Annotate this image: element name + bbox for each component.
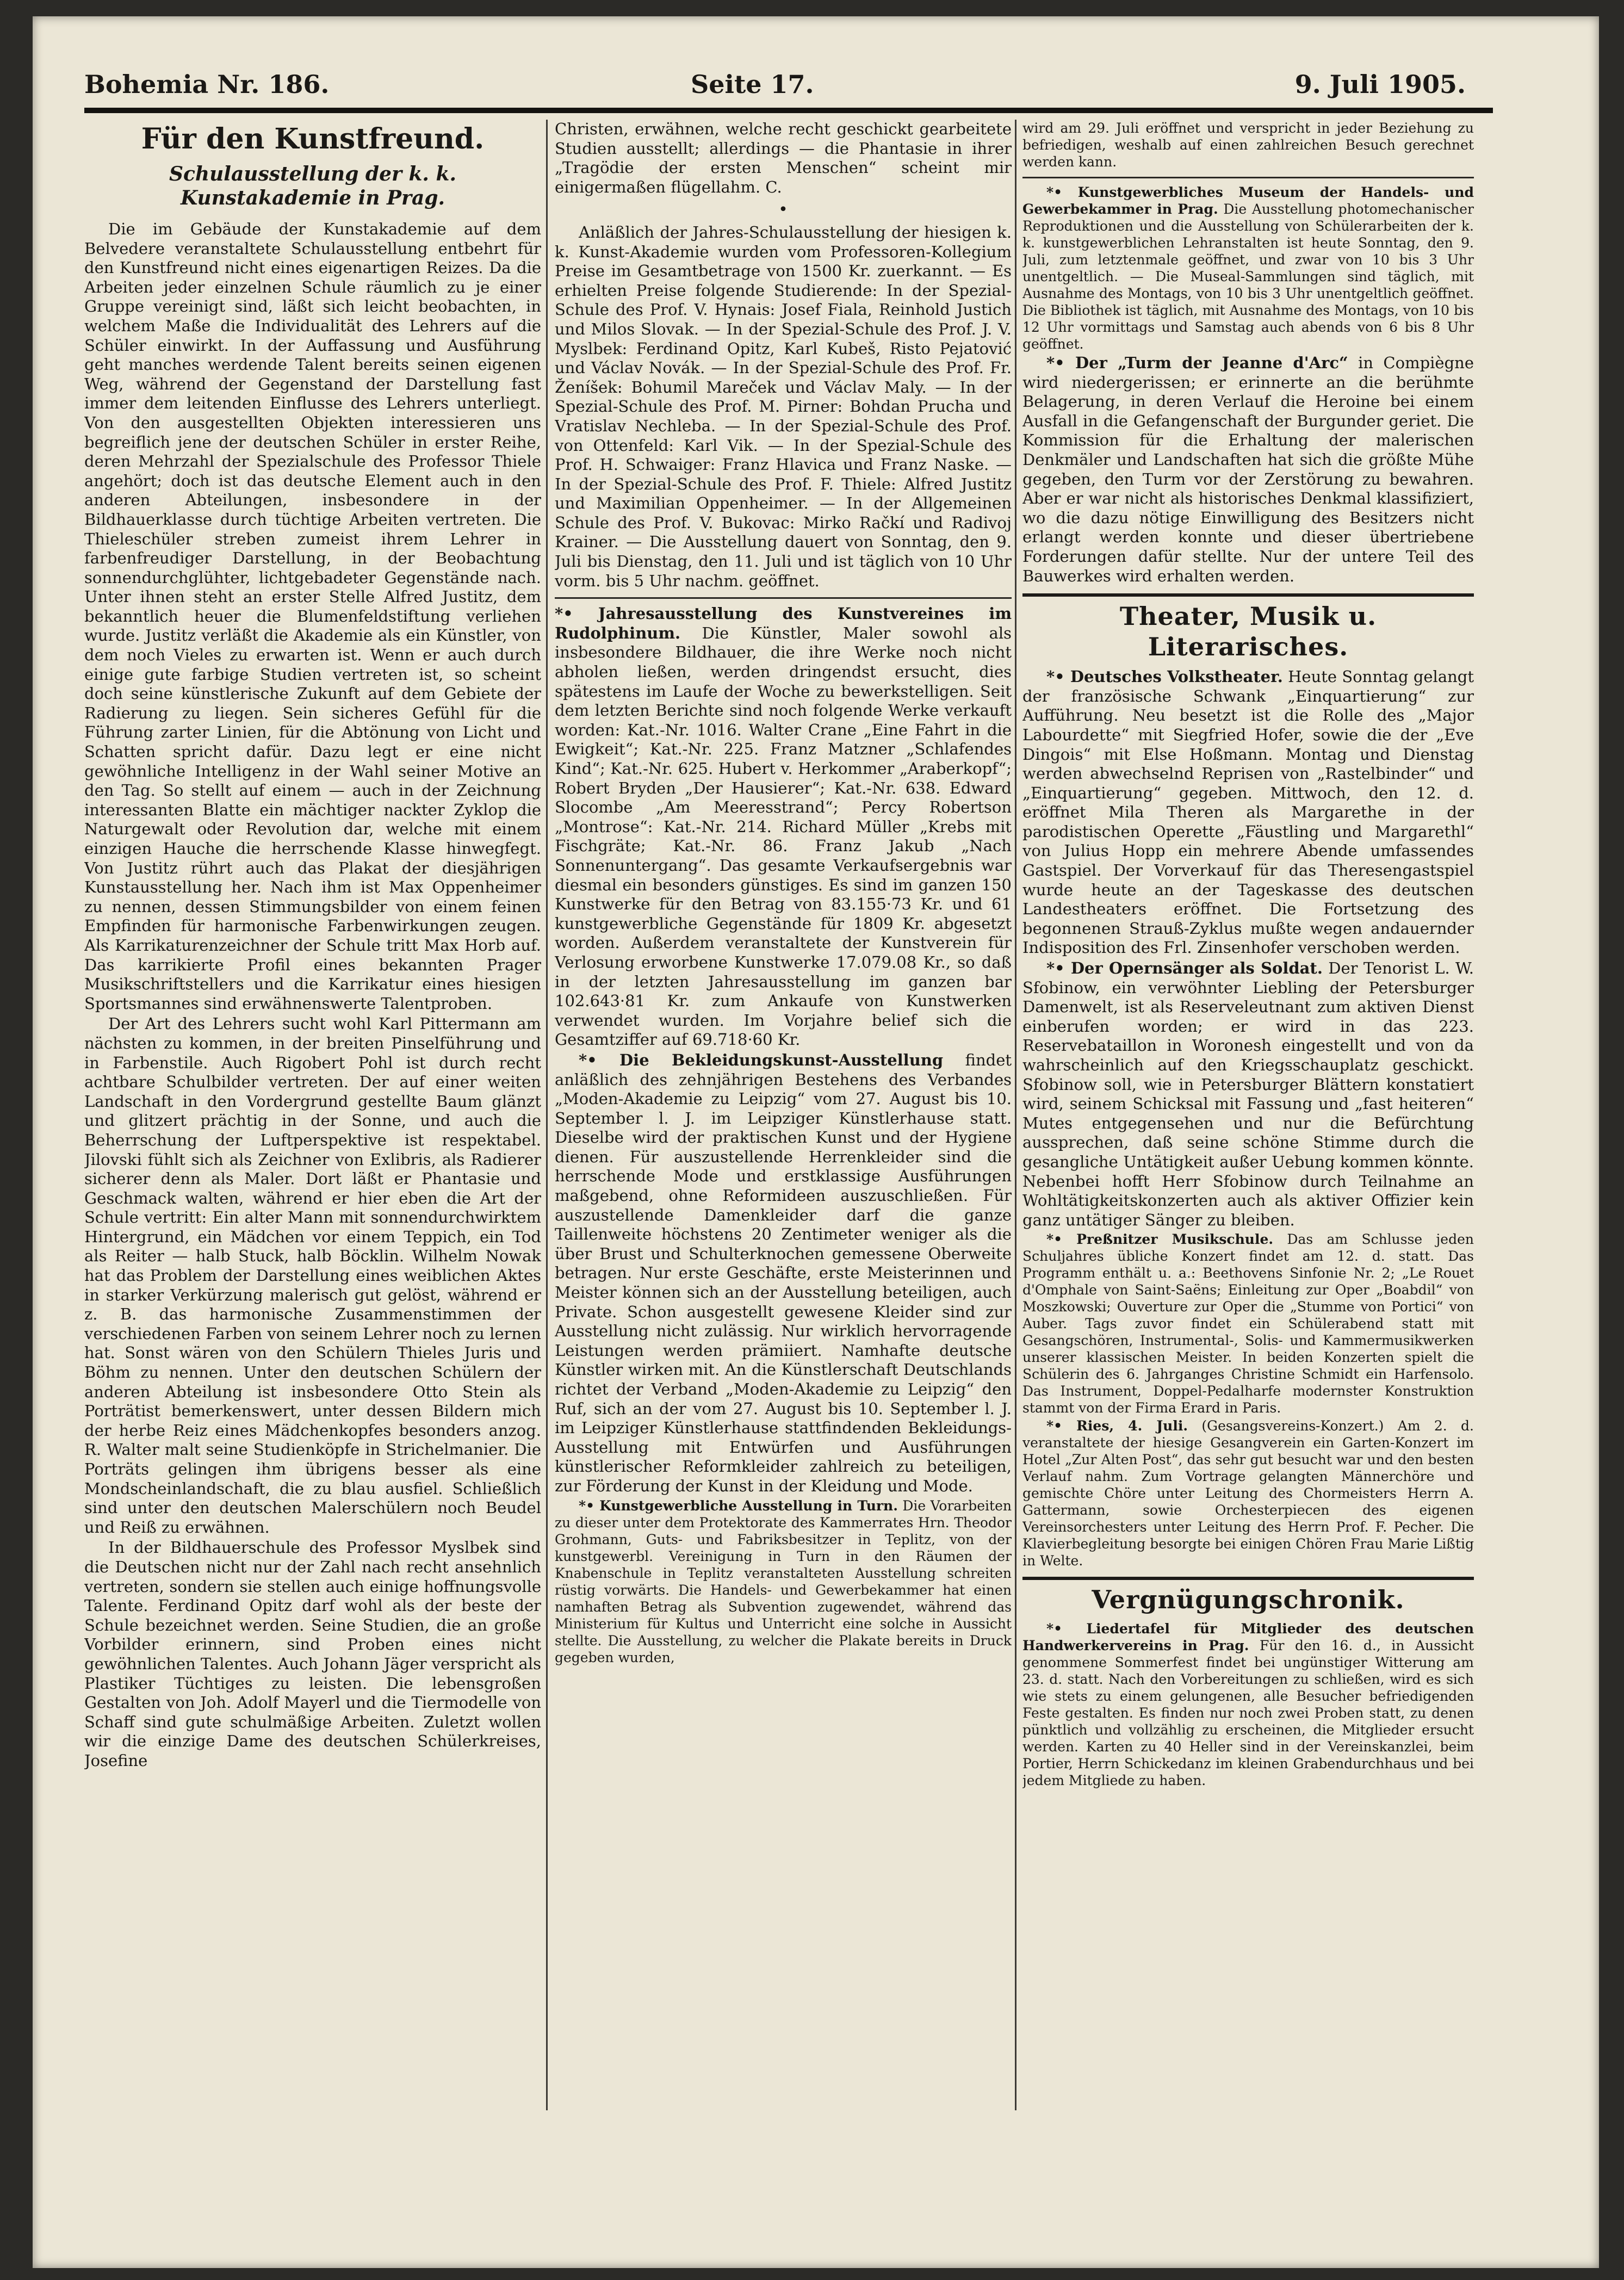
section-rule bbox=[1022, 1577, 1474, 1580]
article-heading: *• Der Opernsänger als Soldat. bbox=[1046, 959, 1323, 978]
article-separator bbox=[555, 597, 1012, 599]
article-paragraph: Die im Gebäude der Kunstakademie auf dem Belvedere veranstaltete Schulausstellung entbehrt für den Kunstfreund nicht eines eigenartigen Reizes. Da die Arbeiten jeder einzelnen Schule räumlich zu je einer Gruppe vereinigt sind, läßt sich leicht beobachten, in welchem Maße die Individualität des Lehrers auf die Schüler einwirkt. In der Auffassung und Ausführung geht manches werdende Talent bereits seinen eigenen Weg, während der Gegenstand der Darstellung fast immer dem leitenden Einflusse des Lehrers unterliegt. Von den ausgestellten Objekten interessieren uns begreiflich jene der deutschen Schüler in erster Reihe, deren Mehrzahl der Spezialschule des Professor Thiele angehört; doch ist das deutsche Element auch in den anderen Abteilungen, insbesondere in der Bildhauerklasse durch tüchtige Arbeiten vertreten. Die Thieleschüler streben zumeist ihrem Lehrer in farbenfreudiger Darstellung, in der Beobachtung sonnendurchglühter, lichtgebadeter Gegenstände nach. Unter ihnen steht an erster Stelle Alfred Justitz, dem bekanntlich heuer die Blumenfeldstiftung verliehen wurde. Justitz verläßt die Akademie als ein Künstler, von dem noch Vieles zu erwarten ist. Wenn er auch durch einige gute farbige Studien vertreten ist, so scheint doch seine künstlerische Zukunft auf dem Gebiete der Radierung zu liegen. Sein sicheres Gefühl für die Führung zarter Linien, für die Abtönung von Licht und Schatten spricht dafür. Dazu legt er eine nicht gewöhnliche Intelligenz in der Wahl seiner Motive an den Tag. So stellt auf einem — auch in der Zeichnung interessanten Blatte ein mächtiger nackter Zyklop die Naturgewalt oder Revolution dar, welche mit einem einzigen Hauche die herrschende Klasse hinwegfegt. Von Justitz rührt auch das Plakat der diesjährigen Kunstausstellung her. Nach ihm ist Max Oppenheimer zu nennen, dessen Stimmungsbilder von einem feinen Empfinden für harmonische Farbenwirkungen zeugen. Als Karrikaturenzeichner der Schule tritt Max Horb auf. Das karrikierte Profil eines bekannten Prager Musikschriftstellers und die Karrikatur eines hiesigen Sportsmannes sind erwähnenswerte Talentproben. bbox=[84, 220, 541, 1013]
article-paragraph: wird am 29. Juli eröffnet und verspricht in jeder Beziehung zu befriedigen, weshalb auf einen zahlreichen Besuch gerechnet werden kann. bbox=[1022, 120, 1474, 170]
article-text: Für den 16. d., in Aussicht genommene Sommerfest findet bei ungünstiger Witterung am 23. d. statt. Nach den Vorbereitungen zu schließen, wird es sich wie stets zu einem gelungenen, alle Besucher befriedigenden Feste gestalten. Es finden nur noch zwei Proben statt, zu denen pünktlich und vollzählig zu erscheinen, die Mitglieder ersucht werden. Karten zu 40 Heller sind in der Vereinskanzlei, beim Portier, Herrn Schickedanz im kleinen Grabendurchhaus und bei jedem Mitgliede zu haben. bbox=[1022, 1638, 1474, 1789]
article-text: Heute Sonntag gelangt der französische Schwank „Einquartierung“ zur Aufführung. Neu besetzt ist die Rolle des „Major Labourdette“ mit Siegfried Hofer, sowie die der „Eve Dingois“ mit Else Hoßmann. Montag und Dienstag werden abwechselnd Reprisen von „Rastelbinder“ und „Einquartierung“ gegeben. Mittwoch, den 12. d. eröffnet Mila Theren als Margarethe in der parodistischen Operette „Fäustling und Margarethl“ von Julius Hopp ein mehrere Abende umfassendes Gastspiel. Der Vorverkauf für das Theresengastspiel wurde heute an der Tageskasse des deutschen Landestheaters eröffnet. Die Fortsetzung des begonnenen Strauß-Zyklus mußte wegen andauernder Indisposition des Frl. Zinsenhofer verschoben werden. bbox=[1022, 667, 1474, 957]
article-heading: *• Die Bekleidungskunst-Ausstellung bbox=[579, 1050, 944, 1069]
column-3 bbox=[1022, 120, 1474, 2132]
article-text: (Gesangsvereins-Konzert.) Am 2. d. veranstaltete der hiesige Gesangverein ein Garten-Konzert im Hotel „Zur Alten Post“, das sehr gut besucht war und den besten Verlauf nahm. Zum Vortrage gelangten Männerchöre und gemischte Chöre unter Leitung des Chormeisters Herrn A. Gattermann, sowie Orchesterpiecen des eigenen Vereinsorchesters unter Leitung des Herrn Prof. F. Pecher. Die Klavierbegleitung besorgte bei einigen Chören Frau Marie Lißtig in Welte. bbox=[1022, 1418, 1474, 1569]
article-heading: *• Liedertafel für Mitglieder des deutschen Handwerkervereins in Prag. bbox=[1022, 1621, 1474, 1654]
issue-date: 9. Juli 1905. bbox=[1294, 70, 1466, 99]
article-text: Die Vorarbeiten zu dieser unter dem Protektorate des Kammerrates Hrn. Theodor Grohmann, Guts- und Fabriksbesitzer in Teplitz, von der kunstgewerbl. Vereinigung in Turn in den Räumen der Knabenschule in Teplitz veranstalteten Ausstellung schreiten rüstig vorwärts. Die Handels- und Gewerbekammer hat einen namhaften Betrag als Subvention zugewendet, während das Ministerium für Kultus und Unterricht eine solche in Aussicht stellte. Die Ausstellung, zu welcher die Plakate bereits in Druck gegeben wurden, bbox=[555, 1497, 1012, 1665]
column-1 bbox=[84, 120, 541, 2132]
article-text: Der Tenorist L. W. Sfobinow, ein verwöhnter Liebling der Petersburger Damenwelt, ist als Reserveleutnant zum aktiven Dienst einberufen worden; er wird in das 223. Reservebataillon in Woronesh eingestellt und von da wahrscheinlich auf den Kriegsschauplatz geschickt. Sfobinow soll, wie in Petersburger Blättern konstatiert wird, seinem Schicksal mit Fassung und „fast heiteren“ Mutes entgegensehen und nur die Befürchtung aussprechen, daß seine schöne Stimme durch die gesangliche Untätigkeit außer Uebung kommen könnte. Nebenbei hofft Herr Sfobinow durch Teilnahme an Wohltätigkeitskonzerten auch als aktiver Offizier kein ganz untätiger Sänger zu bleiben. bbox=[1022, 959, 1474, 1229]
header-rule bbox=[84, 108, 1493, 113]
page-header bbox=[84, 59, 1466, 108]
column-2 bbox=[555, 120, 1012, 2132]
section-rule bbox=[1022, 593, 1474, 597]
article-heading: *• Kunstgewerbliches Museum der Handels- und Gewerbekammer in Prag. bbox=[1022, 184, 1474, 217]
article-heading: *• Preßnitzer Musikschule. bbox=[1046, 1231, 1274, 1248]
separator-dot: • bbox=[778, 200, 788, 220]
article-paragraph: Anläßlich der Jahres-Schulausstellung der hiesigen k. k. Kunst-Akademie wurden vom Professoren-Kollegium Preise im Gesamtbetrage von 1500 Kr. zuerkannt. — Es erhielten Preise folgende Studierende: In der Spezial-Schule des Prof. V. Hynais: Josef Fiala, Reinhold Justich und Milos Slovak. — In der Spezial-Schule des Prof. J. V. Myslbek: Ferdinand Opitz, Karl Kubeš, Risto Pejatović und Václav Novák. — In der Spezial-Schule des Prof. Fr. Ženíšek: Bohumil Mareček und Václav Maly. — In der Spezial-Schule des Prof. M. Pirner: Bohdan Prucha und Vratislav Nechleba. — In der Spezial-Schule des Prof. von Ottenfeld: Karl Vik. — In der Spezial-Schule des Prof. H. Schwaiger: Franz Hlavica und Franz Naske. — In der Spezial-Schule des Prof. F. Thiele: Alfred Justitz und Maximilian Oppenheimer. — In der Allgemeinen Schule des Prof. V. Bukovac: Mirko Račkí und Radivoj Krainer. — Die Ausstellung dauert von Sonntag, den 9. Juli bis Dienstag, den 11. Juli und ist täglich von 10 Uhr vorm. bis 5 Uhr nachm. geöffnet. bbox=[555, 222, 1012, 590]
article-title: Schulausstellung der k. k. Kunstakademie in Prag. bbox=[169, 163, 456, 209]
article-text: Das am Schlusse jeden Schuljahres übliche Konzert findet am 12. d. statt. Das Programm enthält u. a.: Beethovens Sinfonie Nr. 2; „Le Rouet d'Omphale von Saint-Saëns; Einleitung zur Oper „Boabdil“ von Moszkowski; Ouverture zur Oper die „Stumme von Portici“ von Auber. Tags zuvor findet ein Schülerabend statt mit Gesangschören, Instrumental-, Solis- und Kammermusikwerken unserer klassischen Meister. In beiden Konzerten spielt die Schülerin des 6. Jahrganges Christine Schmidt ein Harfensolo. Das Instrument, Doppel-Pedalharfe modernster Konstruktion stammt von der Firma Erard in Paris. bbox=[1022, 1231, 1474, 1416]
article-paragraph: Der Art des Lehrers sucht wohl Karl Pittermann am nächsten zu kommen, in der breiten Pinselführung und in Farbenstile. Auch Rigobert Pohl ist durch recht achtbare Schulbilder vertreten. Der auf einer weiten Landschaft in den Vordergrund gestellte Baum glänzt und glitzert prächtig in der Sonne, und auch die Beherrschung der Luftperspektive ist respektabel. Jilovski fühlt sich als Zeichner von Exlibris, als Radierer sicherer denn als Maler. Dort läßt er Phantasie und Geschmack walten, während er hier eben die Art der Schule vertritt: Ein alter Mann mit sonnendurchwirktem Hintergrund, ein Mädchen vor einem Teppich, ein Tod als Reiter — halb Stuck, halb Böcklin. Wilhelm Nowak hat das Problem der Darstellung eines weiblichen Aktes in starker Verkürzung malerisch gut gelöst, während er z. B. das harmonische Zusammenstimmen der verschiedenen Farben von seinem Lehrer noch zu lernen hat. Sonst wären von den Schülern Thieles Juris und Böhm zu nennen. Unter den deutschen Schülern der anderen Abteilung ist insbesondere Otto Stein als Porträtist bemerkenswert, unter dessen Bildern mich der herbe Reiz eines Mädchenkopfes besonders anzog. R. Walter malt seine Studienköpfe in Strichelmanier. Die Porträts gelingen ihm übrigens besser als eine Mondscheinlandschaft, die zu blau ausfiel. Schließlich sind unter den deutschen Malerschülern noch Beudel und Reiß zu erwähnen. bbox=[84, 1014, 541, 1536]
article-separator bbox=[1022, 177, 1474, 178]
article-paragraph: Christen, erwähnen, welche recht geschickt gearbeitete Studien ausstellt; allerdings — die Phantasie in ihrer „Tragödie der ersten Menschen“ scheint mir einigermaßen flügellahm. C. bbox=[555, 120, 1012, 196]
article-heading: *• Der „Turm der Jeanne d'Arc“ bbox=[1046, 354, 1348, 372]
article-text: Die Ausstellung photomechanischer Reproduktionen und die Ausstellung von Schülerarbeiten der k. k. kunstgewerblichen Lehranstalten ist heute Sonntag, den 9. Juli, zum letztenmale geöffnet, und zwar von 10 bis 3 Uhr unentgeltlich. — Die Museal-Sammlungen sind täglich, mit Ausnahme des Montags, von 10 bis 3 Uhr unentgeltlich geöffnet. Die Bibliothek ist täglich, mit Ausnahme des Montags, von 10 bis 12 Uhr vormittags und Samstag auch abends von 6 bis 8 Uhr geöffnet. bbox=[1022, 201, 1474, 352]
article-paragraph: In der Bildhauerschule des Professor Myslbek sind die Deutschen nicht nur der Zahl nach recht ansehnlich vertreten, sondern sie stellen auch einige hoffnungsvolle Talente. Ferdinand Opitz darf wohl als der beste der Schule bezeichnet werden. Seine Studien, die an große Vorbilder erinnern, sind Proben eines nicht gewöhnlichen Talentes. Auch Johann Jäger verspricht als Plastiker Tüchtiges zu leisten. Die lebensgroßen Gestalten von Joh. Adolf Mayerl und die Tiermodelle von Schaff sind gute schulmäßige Arbeiten. Zuletzt wollen wir die einzige Dame des deutschen Schülerkreises, Josefine bbox=[84, 1538, 541, 1770]
column-divider bbox=[546, 120, 548, 2110]
newspaper-page bbox=[33, 16, 1599, 2268]
article-heading: *• Ries, 4. Juli. bbox=[1046, 1418, 1188, 1434]
article-heading: *• Kunstgewerbliche Ausstellung in Turn. bbox=[579, 1497, 898, 1514]
section-title: Vergnügungschronik. bbox=[1092, 1585, 1405, 1615]
issue-number: Bohemia Nr. 186. bbox=[84, 70, 330, 99]
article-text: Die Künstler, Maler sowohl als insbesondere Bildhauer, die ihre Werke noch nicht abholen ließen, werden dringendst ersucht, dies spätestens im Laufe der Woche zu bewerkstelligen. Seit dem letzten Berichte sind noch folgende Werke verkauft worden: Kat.-Nr. 1016. Walter Crane „Eine Fahrt in die Ewigkeit“; Kat.-Nr. 225. Franz Matzner „Schlafendes Kind“; Kat.-Nr. 625. Hubert v. Herkommer „Araberkopf“; Robert Bryden „Der Hausierer“; Kat.-Nr. 638. Edward Slocombe „Am Meeresstrand“; Percy Robertson „Montrose“: Kat.-Nr. 214. Richard Müller „Krebs mit Fischgräte; Kat.-Nr. 86. Franz Jakub „Nach Sonnenuntergang“. Das gesamte Verkaufsergebnis war diesmal ein besonders günstiges. Es sind im ganzen 150 Kunstwerke für den Betrag von 83.155·73 Kr. und 61 kunstgewerbliche Gegenstände für 1809 Kr. abgesetzt worden. Außerdem veranstaltete der Kunstverein für Verlosung erworbene Kunstwerke 17.079.08 Kr., so daß in der letzten Jahresausstellung im ganzen bar 102.643·81 Kr. zum Ankaufe von Kunstwerken verwendet wurden. Im Vorjahre belief sich die Gesamtziffer auf 69.718·60 Kr. bbox=[555, 623, 1012, 1049]
column-divider bbox=[1015, 120, 1016, 2110]
page-number: Seite 17. bbox=[691, 70, 814, 99]
article-text: findet anläßlich des zehnjährigen Bestehens des Verbandes „Moden-Akademie zu Leipzig“ vom 27. August bis 10. September l. J. im Leipziger Künstlerhause statt. Dieselbe wird der praktischen Kunst und der Hygiene dienen. Für auszustellende Herrenkleider sind die herrschende Mode und erstklassige Ausführungen maßgebend, ohne Reformideen auszuschließen. Für auszustellende Damenkleider darf die ganze Taillenweite höchstens 20 Zentimeter weniger als die über Brust und Schulterknochen gemessene Oberweite betragen. Nur erste Geschäfte, erste Meisterinnen und Meister können sich an der Ausstellung beteiligen, auch Private. Schon ausgestellt gewesene Kleider sind zur Ausstellung nicht zulässig. Nur wirklich hervorragende Leistungen werden prämiiert. Namhafte deutsche Künstler wirken mit. An die Künstlerschaft Deutschlands richtet der Verband „Moden-Akademie zu Leipzig“ den Ruf, sich an der vom 27. August bis 10. September l. J. im Leipziger Künstlerhause stattfindenden Bekleidungs-Ausstellung mit Entwürfen und Ausführungen künstlerischer Reformkleider zahlreich zu beteiligen, zur Förderung der Kunst in der Kleidung und Mode. bbox=[555, 1050, 1012, 1495]
article-heading: *• Deutsches Volkstheater. bbox=[1046, 667, 1283, 686]
section-title: Theater, Musik u. Literarisches. bbox=[1119, 602, 1377, 662]
article-text: in Compiègne wird niedergerissen; er erinnerte an die berühmte Belagerung, in deren Verlauf die Heroine bei einem Ausfall in die Gefangenschaft der Burgunder geriet. Die Kommission für die Erhaltung der malerischen Denkmäler und Landschaften hat sich die größte Mühe gegeben, den Turm vor der Zerstörung zu bewahren. Aber er war nicht als historisches Denkmal klassifiziert, wo die dazu nötige Einwilligung des Besitzers nicht erlangt werden konnte und dieser übertriebene Forderungen dafür stellte. Nur der untere Teil des Bauwerkes wird erhalten werden. bbox=[1022, 354, 1474, 585]
article-heading: *• Jahresausstellung des Kunstvereines im Rudolphinum. bbox=[555, 604, 1012, 642]
section-title: Für den Kunstfreund. bbox=[141, 122, 485, 156]
